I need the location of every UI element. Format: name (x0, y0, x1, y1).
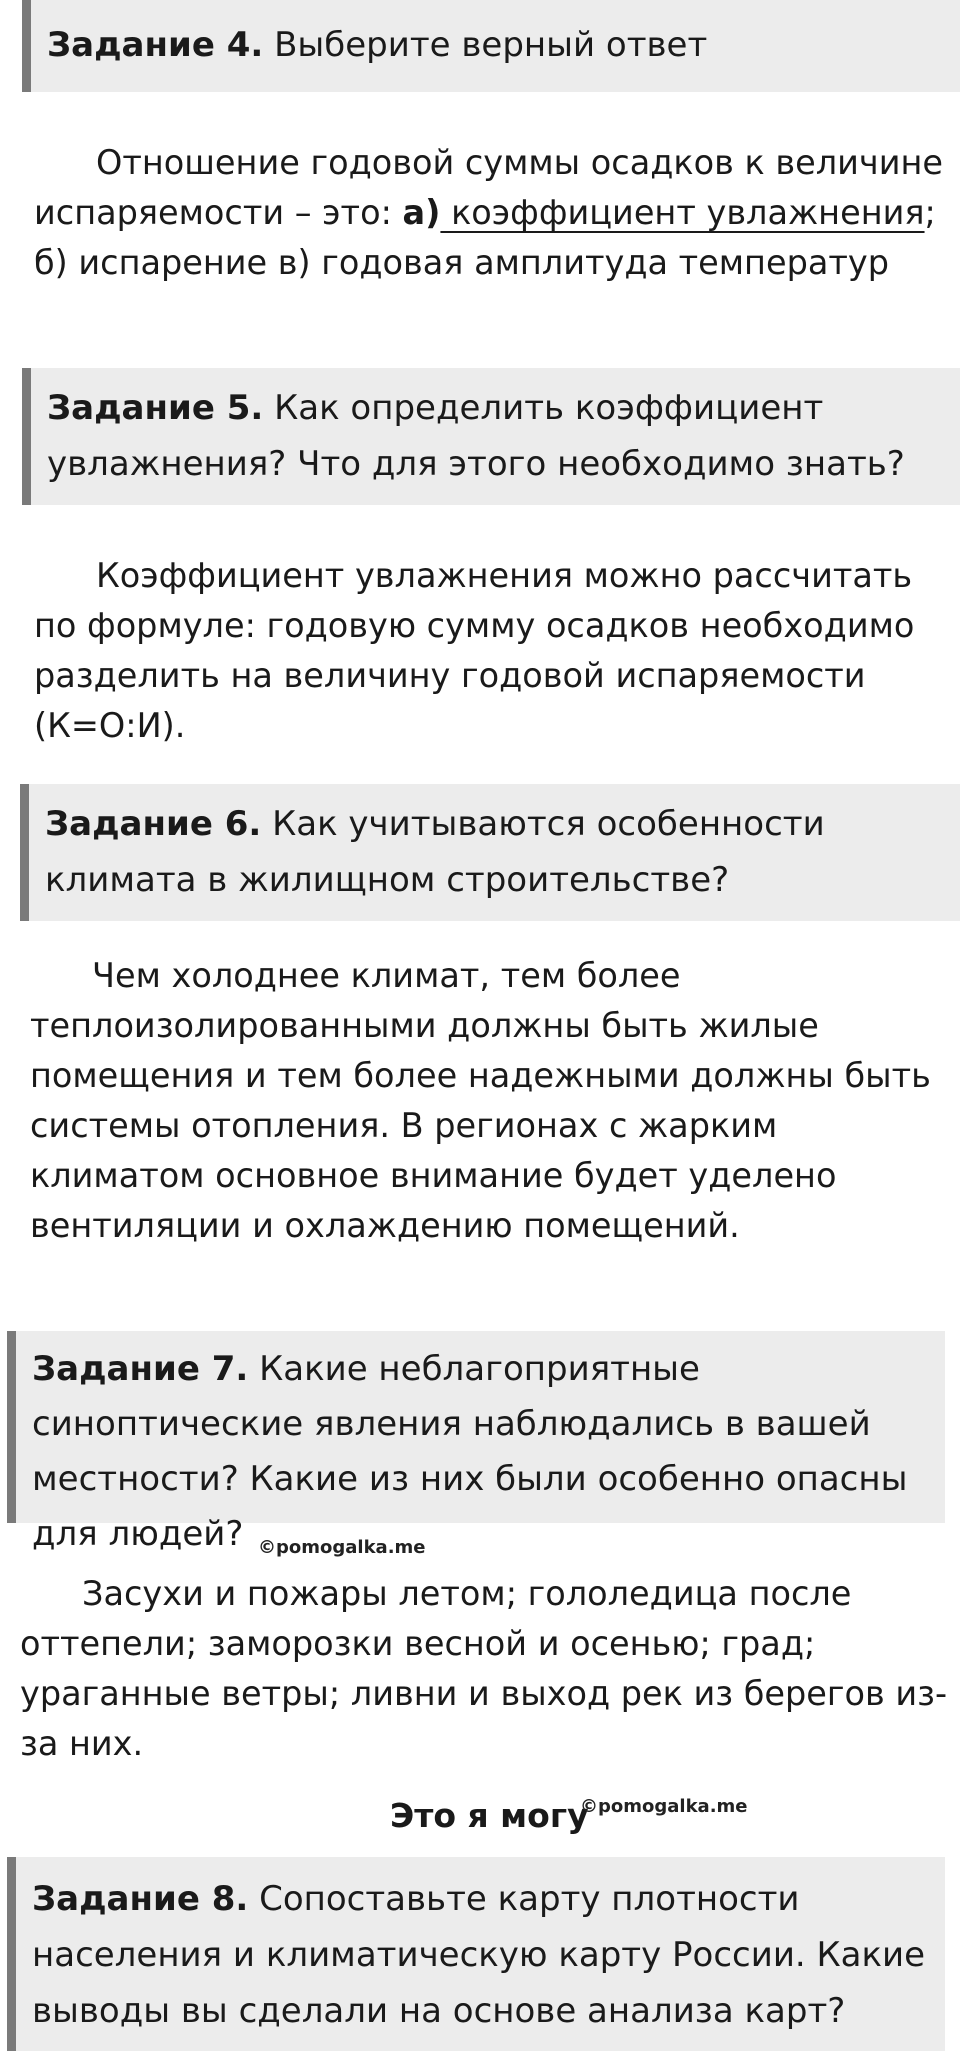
task-7-label: Задание 7. (32, 1349, 249, 1389)
answer-4-option-a-label: а) (402, 193, 441, 232)
task-7-text: Какие неблагоприятные синоптические явления наблюдались в вашей местности? Какие из них были особенно опасны для людей? (32, 1349, 908, 1554)
task-4-label: Задание 4. (47, 25, 264, 65)
task-5-box (22, 368, 960, 505)
answer-6 (30, 951, 958, 1251)
task-5-text: Как определить коэффициент увлажнения? Что для этого необходимо знать? (47, 388, 905, 484)
watermark: ©pomogalka.me (258, 1537, 426, 1558)
task-4-box (22, 0, 960, 92)
answer-4-text-2: ; б) испарение в) годовая амплитуда температур (34, 193, 936, 282)
task-4-text: Выберите верный ответ (263, 25, 708, 65)
task-8-text: Сопоставьте карту плотности населения и климатическую карту России. Какие выводы вы сделали на основе анализа карт? (32, 1879, 926, 2031)
task-6-box (20, 784, 960, 921)
answer-7 (20, 1569, 952, 1769)
task-5-label: Задание 5. (47, 388, 264, 428)
answer-5-text: Коэффициент увлажнения можно рассчитать по формуле: годовую сумму осадков необходимо разделить на величину годовой испаряемости (К=О:И). (34, 556, 915, 745)
answer-7-text: Засухи и пожары летом; гололедица после оттепели; заморозки весной и осенью; град; ураганные ветры; ливни и выход рек из берегов из-за них. (20, 1574, 948, 1763)
answer-4-option-a-text: коэффициент увлажнения (440, 193, 925, 232)
task-6-text: Как учитываются особенности климата в жилищном строительстве? (45, 804, 825, 900)
answer-4-text-1: Отношение годовой суммы осадков к величине испаряемости – это: (34, 143, 944, 232)
section-heading: Это я могу (390, 1796, 589, 1835)
answer-6-text: Чем холоднее климат, тем более теплоизолированными должны быть жилые помещения и тем более надежными должны быть системы отопления. В регионах с жарким климатом основное внимание будет уделено вентиляции и охлаждению помещений. (30, 956, 931, 1245)
answer-4 (34, 138, 952, 288)
answer-5 (34, 551, 952, 751)
task-8-label: Задание 8. (32, 1879, 249, 1919)
watermark: ©pomogalka.me (580, 1796, 748, 1817)
task-6-label: Задание 6. (45, 804, 262, 844)
task-8-box (7, 1857, 945, 2051)
